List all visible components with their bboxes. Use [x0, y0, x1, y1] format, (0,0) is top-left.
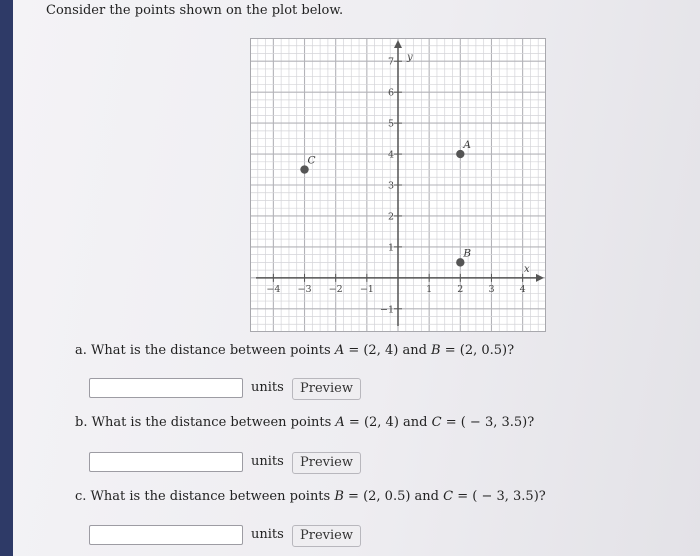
preview-b-button[interactable]: Preview	[292, 452, 361, 474]
x-axis-label: x	[524, 263, 530, 275]
answer-a-input[interactable]	[89, 378, 243, 398]
x-tick-label: 3	[488, 283, 495, 295]
units-b-label: units	[251, 454, 284, 469]
question-c-text: c. What is the distance between points B = (2, 0.5) and C = ( − 3, 3.5)?	[75, 489, 546, 504]
x-tick-label: 1	[426, 283, 433, 295]
x-tick-label: −4	[266, 283, 281, 295]
point-a	[456, 150, 464, 158]
units-c-label: units	[251, 527, 284, 542]
x-tick-label: 2	[457, 283, 464, 295]
y-tick-label: 6	[387, 87, 394, 99]
y-tick-label: 4	[387, 149, 394, 161]
x-tick-label: −1	[359, 283, 374, 295]
units-a-label: units	[251, 380, 284, 395]
point-label-b: B	[463, 247, 472, 260]
x-tick-label: 4	[519, 283, 526, 295]
y-tick-label: 1	[387, 242, 394, 254]
y-tick-label: −1	[379, 304, 394, 316]
y-axis-label: y	[407, 52, 413, 63]
coordinate-plot	[250, 38, 546, 332]
preview-c-button[interactable]: Preview	[292, 525, 361, 547]
x-tick-label: −3	[297, 283, 312, 295]
x-tick-label: −2	[328, 283, 343, 295]
point-label-c: C	[307, 154, 316, 167]
answer-b-input[interactable]	[89, 452, 243, 472]
y-tick-label: 7	[387, 56, 394, 68]
question-a-text: a. What is the distance between points A = (2, 4) and B = (2, 0.5)?	[75, 343, 515, 358]
answer-c-input[interactable]	[89, 525, 243, 545]
left-accent-bar	[0, 0, 13, 556]
y-tick-label: 5	[387, 118, 394, 130]
y-tick-label: 3	[387, 180, 394, 192]
point-label-a: A	[463, 139, 471, 152]
preview-a-button[interactable]: Preview	[292, 378, 361, 400]
point-c	[300, 165, 308, 173]
intro-text: Consider the points shown on the plot below.	[46, 3, 344, 18]
y-tick-label: 2	[387, 211, 394, 223]
question-b-text: b. What is the distance between points A = (2, 4) and C = ( − 3, 3.5)?	[75, 415, 535, 430]
point-b	[456, 258, 464, 266]
